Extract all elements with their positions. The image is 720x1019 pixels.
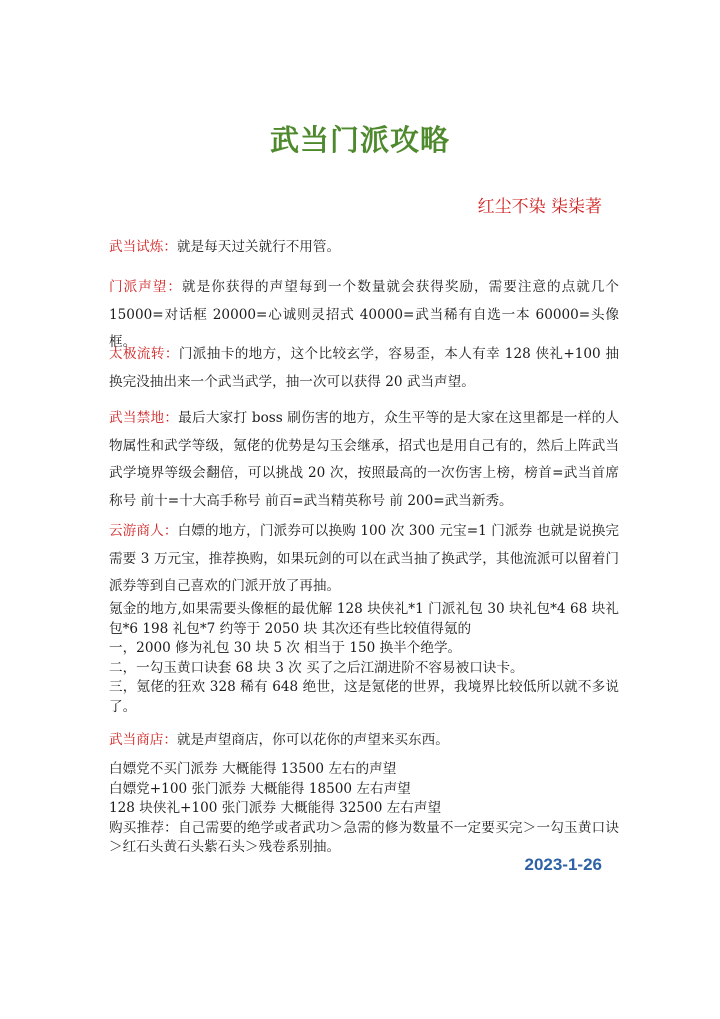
section-text: 就是你获得的声望每到一个数量就会获得奖励，需要注意的点就几个15000=对话框 20000=心诚则灵招式 40000=武当稀有自选一本 60000=头像框。 — [109, 279, 620, 350]
shop-details — [109, 760, 619, 858]
merchant-line: 二，一勾玉黄口诀套 68 块 3 次 买了之后江湖进阶不容易被口诀卡。 — [109, 659, 524, 676]
document-date: 2023-1-26 — [524, 855, 602, 874]
section-shop — [109, 727, 619, 755]
merchant-line: 一，2000 修为礼包 30 块 5 次 相当于 150 换半个绝学。 — [109, 640, 462, 656]
section-text: 最后大家打 boss 刷伤害的地方，众生平等的是大家在这里都是一样的人物属性和武学等级，氪佬的优势是勾玉会继承，招式也是用自己有的，然后上阵武当武学境界等级会翻倍，可以挑战 20 次，按照最高的一次伤害上榜，榜首=武当首席称号 前十=十大高手称号 前百=武当精英称号 前 200=武当新秀。 — [109, 410, 620, 509]
section-forbidden — [109, 405, 619, 515]
section-heading: 武当禁地： — [109, 410, 179, 426]
shop-line: 白嫖党不买门派券 大概能得 13500 左右的声望 — [109, 761, 397, 777]
section-text: 白嫖的地方，门派券可以换购 100 次 300 元宝=1 门派券 也就是说换完需要 3 万元宝，推荐换购，如果玩剑的可以在武当抽了换武学，其他流派可以留着门派券等到自己喜欢的门派开放了再抽。 — [109, 523, 620, 594]
section-text: 门派抽卡的地方，这个比较玄学，容易歪，本人有幸 128 侠礼+100 抽换完没抽出来一个武当武学，抽一次可以获得 20 武当声望。 — [109, 346, 619, 390]
section-heading: 云游商人： — [109, 523, 178, 539]
document-title: 武当门派攻略 — [269, 123, 450, 157]
section-taiji — [109, 341, 619, 396]
merchant-line: 氪金的地方,如果需要头像框的最优解 128 块侠礼*1 门派礼包 30 块礼包*4 68 块礼包*6 198 礼包*7 约等于 2050 块 其次还有些比较值得氪的 — [109, 601, 619, 637]
merchant-line: 三，氪佬的狂欢 328 稀有 648 绝世，这是氪佬的世界，我境界比较低所以就不多说了。 — [109, 679, 619, 715]
section-heading: 武当试炼： — [109, 239, 177, 255]
author-byline: 红尘不染 柒柒著 — [477, 197, 602, 217]
section-heading: 武当商店： — [109, 732, 177, 748]
merchant-details — [109, 600, 619, 717]
shop-line: 购买推荐：自己需要的绝学或者武功＞急需的修为数量不一定要买完＞一勾玉黄口诀＞红石头黄石头紫石头＞残卷系别抽。 — [109, 819, 619, 855]
shop-line: 白嫖党+100 张门派券 大概能得 18500 左右声望 — [109, 780, 411, 797]
section-text: 就是声望商店，你可以花你的声望来买东西。 — [176, 732, 449, 748]
section-trial — [109, 234, 619, 262]
section-heading: 门派声望： — [109, 279, 183, 295]
shop-line: 128 块侠礼+100 张门派券 大概能得 32500 左右声望 — [109, 800, 442, 816]
section-merchant — [109, 518, 619, 601]
section-heading: 太极流转： — [109, 346, 179, 362]
section-text: 就是每天过关就行不用管。 — [176, 239, 341, 255]
